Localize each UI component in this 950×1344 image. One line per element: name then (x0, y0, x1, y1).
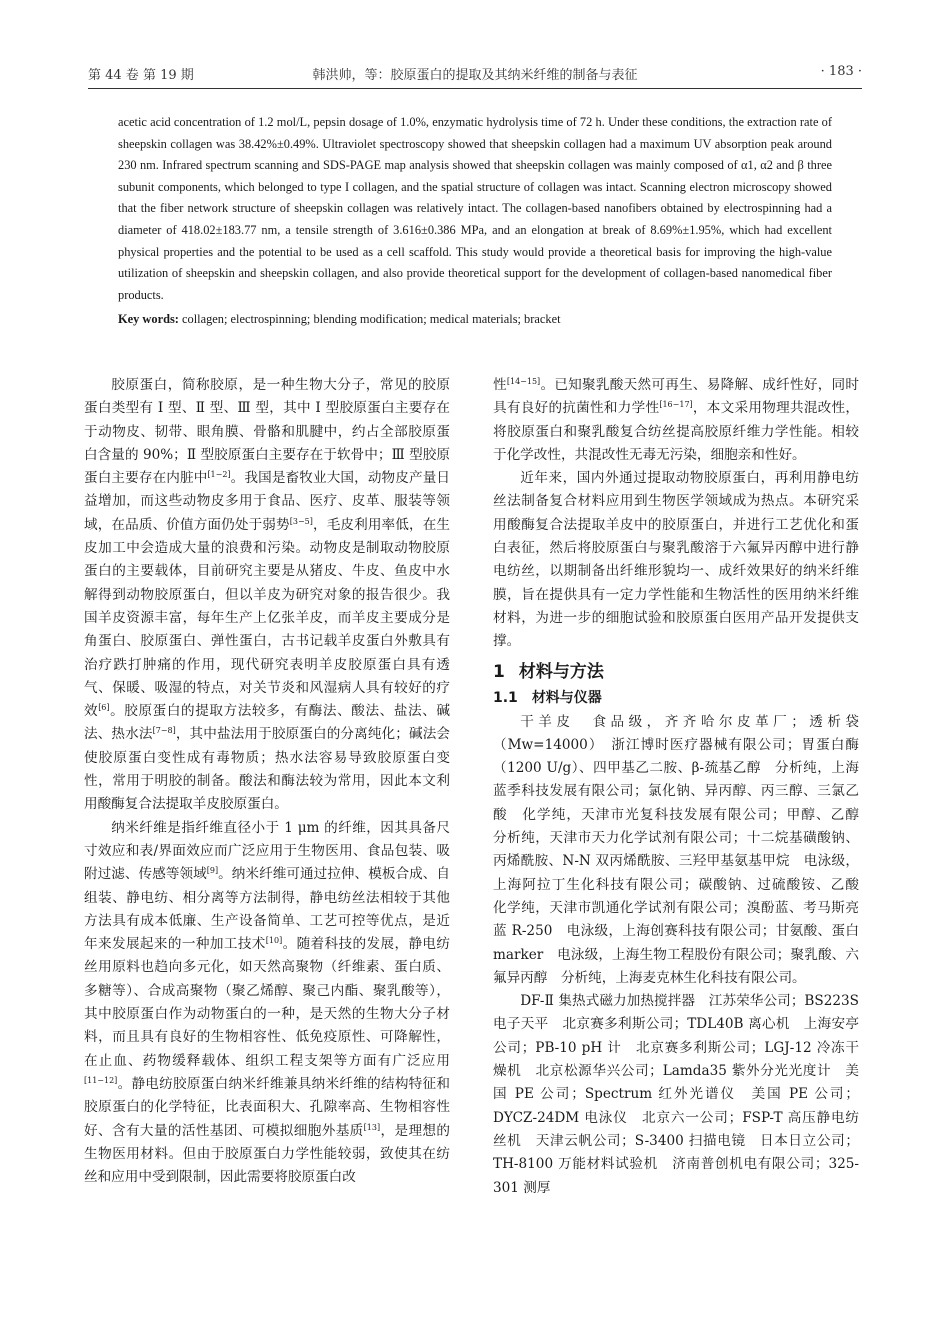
citation: [3−5] (289, 516, 313, 526)
subsection-heading: 1.1 材料与仪器 (493, 689, 602, 706)
intro-paragraph-3: 近年来，国内外通过提取动物胶原蛋白，再利用静电纺丝法制备复合材料应用到生物医学领域成为热点。本研究采用酸酶复合法提取羊皮中的胶原蛋白，并进行工艺优化和蛋白表征，然后将胶原蛋白与聚乳酸溶于六氟异丙醇中进行静电纺丝，以期制备出纤维形貌均一、成纤效果好的纳米纤维膜，旨在提供具有一定力学性能和生物活性的医用纳米纤维材料，为进一步的细胞试验和胶原蛋白医用产品开发提供支撑。 (493, 470, 859, 650)
right-column (493, 374, 873, 1200)
materials-paragraph: 干羊皮 食品级，齐齐哈尔皮革厂；透析袋（Mw=14000） 浙江博时医疗器械有限公司；胃蛋白酶（1200 U/g）、四甲基乙二胺、β-巯基乙醇 分析纯，上海蓝季科技发展有限公司；氯化钠、异丙醇、丙三醇、三氯乙酸 化学纯，天津市光复科技发展有限公司；甲醇、乙醇 分析纯，天津市天力化学试剂有限公司；十二烷基磺酸钠、丙烯酰胺、N-N 双丙烯酰胺、三羟甲基氨基甲烷 电泳级，上海阿拉丁生化科技有限公司；碳酸钠、过硫酸铵、乙酸 化学纯，天津市凯通化学试剂有限公司；溴酚蓝、考马斯亮蓝 R-250 电泳级，上海创赛科技有限公司；甘氨酸、蛋白 marker 电泳级，上海生物工程股份有限公司；聚乳酸、六氟异丙醇 分析纯，上海麦克林生化科技有限公司。 (493, 713, 873, 986)
intro-paragraph-continued: 性[14−15]。已知聚乳酸天然可再生、易降解、成纤性好，同时具有良好的抗菌性和力学性[16−17]，本文采用物理共混改性，将胶原蛋白和聚乳酸复合纺丝提高胶原纤维力学性能。相较于化学改性，共混改性无毒无污染，细胞亲和性好。 (493, 377, 860, 463)
header-rule (88, 88, 862, 89)
page-number: · 183 · (820, 64, 862, 79)
keywords-text: collagen; electrospinning; blending modification; medical materials; bracket (182, 312, 561, 327)
running-title: 韩洪帅，等：胶原蛋白的提取及其纳米纤维的制备与表征 (312, 68, 638, 83)
instruments-paragraph: DF-Ⅱ 集热式磁力加热搅拌器 江苏荣华公司；BS223S 电子天平 北京赛多利斯公司；TDL40B 离心机 上海安亭公司；PB-10 pH 计 北京赛多利斯公司；LGJ-12 冷冻干燥机 北京松源华兴公司；Lamda35 紫外分光光度计 美国 PE 公司；Spectrum 红外光谱仪 美国 PE 公司；DYCZ-24DM 电泳仪 北京六一公司；FSP-T 高压静电纺丝机 天津云帆公司；S-3400 扫描电镜 日本日立公司；TH-8100 万能材料试验机 济南普创机电有限公司；325-301 测厚 (493, 993, 859, 1196)
intro-paragraph-1: 胶原蛋白，简称胶原，是一种生物大分子，常见的胶原蛋白类型有 Ⅰ 型、Ⅱ 型、Ⅲ 型，其中 Ⅰ 型胶原蛋白主要存在于动物皮、韧带、眼角膜、骨骼和肌腱中，约占全部胶原蛋白含量的 90%；Ⅱ 型胶原蛋白主要存在于软骨中；Ⅲ 型胶原蛋白主要存在内脏中[1−2]。我国是畜牧业大国，动物皮产量日益增加，而这些动物皮多用于食品、医疗、皮革、服装等领域，在品质、价值方面仍处于弱势[3−5]，毛皮利用率低，在生皮加工中会造成大量的浪费和污染。动物皮是制取动物胶原蛋白的主要载体，目前研究主要是从猪皮、牛皮、鱼皮中水解得到动物胶原蛋白，但以羊皮为研究对象的报告很少。我国羊皮资源丰富，每年生产上亿张羊皮，而羊皮主要成分是角蛋白、胶原蛋白、弹性蛋白，古书记载羊皮蛋白外敷具有治疗跌打肿痛的作用，现代研究表明羊皮胶原蛋白具有透气、保暖、吸湿的特点，对关节炎和风湿病人具有较好的疗效[6]。胶原蛋白的提取方法较多，有酶法、酸法、盐法、碱法、热水法[7−8]，其中盐法用于胶原蛋白的分离纯化；碱法会使胶原蛋白变性成有毒物质；热水法容易导致胶原蛋白变性，常用于明胶的制备。酸法和酶法较为常用，因此本文利用酸酶复合法提取羊皮胶原蛋白。 (84, 377, 451, 813)
left-column (84, 374, 450, 1189)
citation: [16−17] (659, 400, 693, 410)
citation: [13] (363, 1122, 381, 1132)
citation: [11−12] (84, 1075, 118, 1085)
citation: [14−15] (506, 377, 541, 386)
citation: [9] (206, 866, 219, 876)
english-abstract (118, 112, 832, 331)
abstract-text: acetic acid concentration of 1.2 mol/L, pepsin dosage of 1.0%, enzymatic hydrolysis time of 72 h. Under these conditions, the extraction rate of sheepskin collagen was 38.42%±0.49%. Ultraviolet spectroscopy showed that sheepskin collagen had a maximum UV absorption peak around 230 nm. Infrared spectrum scanning and SDS-PAGE map analysis showed that sheepskin collagen was mainly composed of α1, α2 and β three subunit components, which belonged to type I collagen, and the spatial structure of collagen was intact. Scanning electron microscopy showed that the fiber network structure of sheepskin collagen was relatively intact. The collagen-based nanofibers obtained by electrospinning had a diameter of 418.02±183.77 nm, a tensile strength of 3.616±0.386 MPa, and an elongation at break of 8.69%±1.95%, which had excellent physical properties and the potential to be used as a cell scaffold. This study would provide a theoretical basis for improving the high-value utilization of sheepskin and sheepskin collagen, and also provide theoretical support for the development of collagen-based nanomedical fiber products. (118, 115, 832, 302)
keywords-line (118, 309, 832, 331)
intro-paragraph-2: 纳米纤维是指纤维直径小于 1 μm 的纤维，因其具备尺寸效应和表/界面效应而广泛应用于生物医用、食品包装、吸附过滤、传感等领域[9]。纳米纤维可通过拉伸、模板合成、自组装、静电纺、相分离等方法制得，静电纺丝法相较于其他方法具有成本低廉、生产设备简单、工艺可控等优点，是近年来发展起来的一种加工技术[10]。随着科技的发展，静电纺丝用原料也趋向多元化，如天然高聚物（纤维素、蛋白质、多糖等）、合成高聚物（聚乙烯醇、聚己内酯、聚乳酸等），其中胶原蛋白作为动物蛋白的一种，是天然的生物大分子材料，而且具有良好的生物相容性、低免疫原性、可降解性，在止血、药物缓释载体、组织工程支架等方面有广泛应用[11−12]。静电纺胶原蛋白纳米纤维兼具纳米纤维的结构特征和胶原蛋白的化学特征，比表面积大、孔隙率高、生物相容性好、含有大量的活性基团、可模拟细胞外基质[13]，是理想的生物医用材料。但由于胶原蛋白力学性能较弱，致使其在纺丝和应用中受到限制，因此需要将胶原蛋白改 (84, 819, 451, 1186)
citation: [10] (265, 936, 283, 946)
running-header (88, 64, 862, 84)
keywords-label: Key words: (118, 312, 179, 327)
citation: [7−8] (152, 726, 176, 736)
citation: [1−2] (207, 470, 231, 480)
section-heading: 1 材料与方法 (493, 661, 604, 682)
citation: [6] (98, 703, 110, 713)
journal-volume-issue: 第 44 卷 第 19 期 (88, 68, 194, 83)
